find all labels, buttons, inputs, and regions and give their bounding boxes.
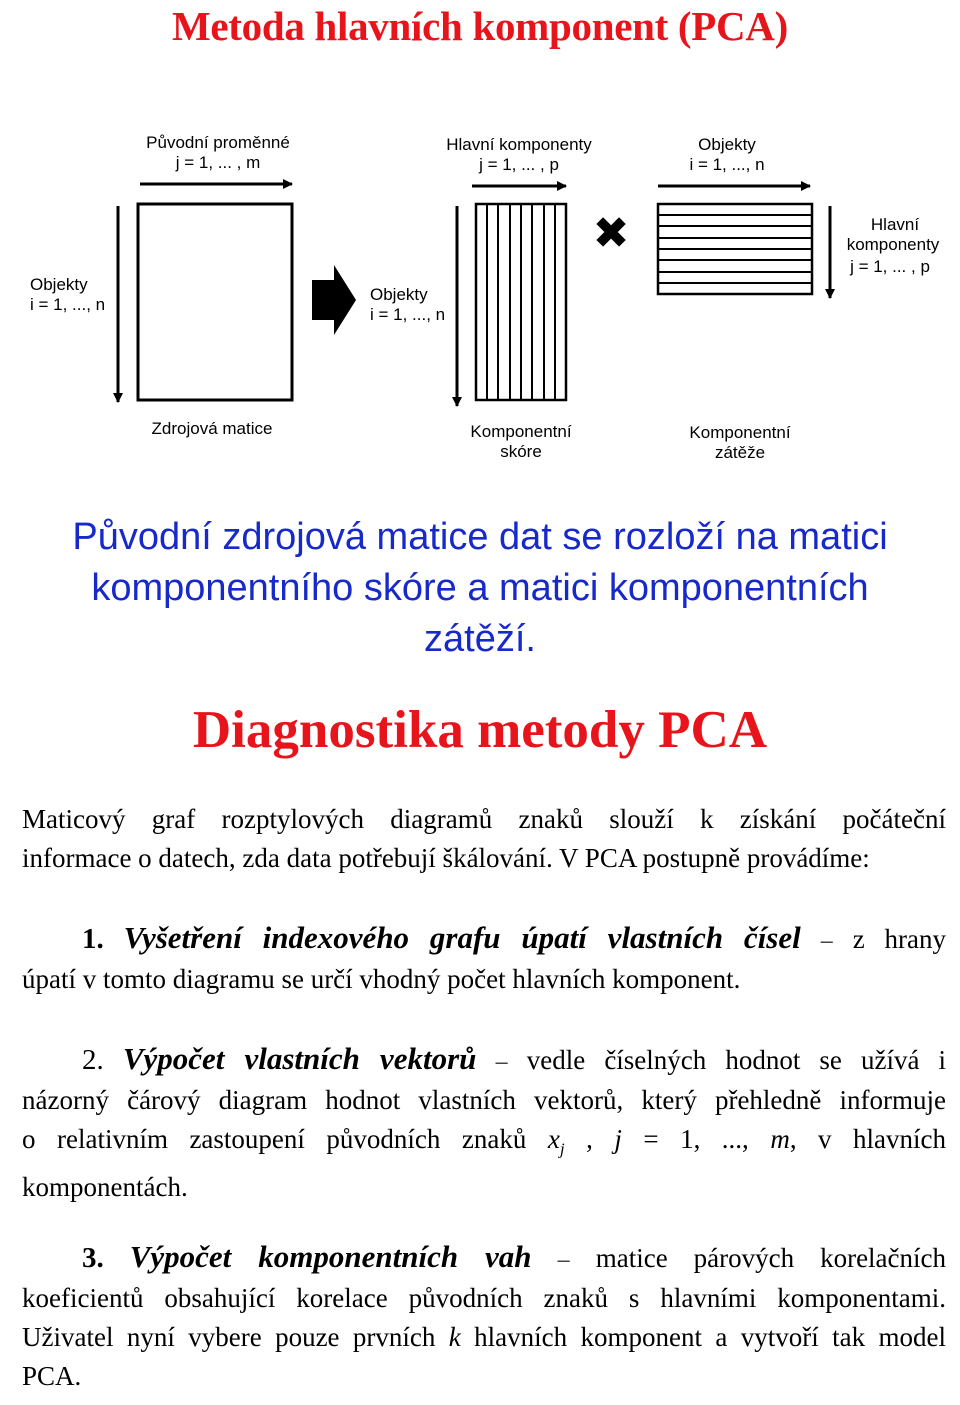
var-m: m: [770, 1124, 790, 1154]
var-x-subscript: j: [559, 1139, 565, 1159]
page-title: Metoda hlavních komponent (PCA): [172, 3, 788, 49]
summary-text: [0, 512, 960, 665]
step-1-text-2: úpatí v tomto diagramu se určí vhodný počet hlavních komponent.: [22, 964, 741, 994]
intro-line-2: informace o datech, zda data potřebují škálování. V PCA postupně provádíme:: [22, 843, 870, 873]
step-2-dash: –: [495, 1049, 508, 1074]
objects3-index: i = 1, ..., n: [689, 155, 765, 174]
pc-label: Hlavní komponenty: [446, 135, 592, 154]
loadings-matrix-rows: [658, 215, 812, 283]
pc2-index: j = 1, ... , p: [850, 257, 930, 276]
step-3-line-1: [22, 1237, 946, 1279]
pc2-label-2: komponenty: [846, 235, 940, 254]
transform-arrow-icon: [312, 265, 356, 335]
source-matrix: [138, 204, 292, 400]
objects-label: Objekty: [30, 275, 88, 294]
var-j: j: [614, 1124, 622, 1154]
step-1-text-1: z hrany: [852, 924, 946, 954]
step-3-line-3: [22, 1318, 946, 1357]
step-2-text-3c: = 1, ...,: [643, 1124, 749, 1154]
objects-index: i = 1, ..., n: [30, 295, 106, 314]
step-1-dash: –: [820, 928, 833, 953]
scores-matrix-columns: [487, 204, 555, 400]
step-2-line-3: [22, 1120, 946, 1168]
loadings-label-2: zátěže: [714, 443, 766, 462]
objects2-index: i = 1, ..., n: [370, 305, 446, 324]
orig-vars-label: Původní proměnné: [146, 133, 290, 152]
step-2-number: 2.: [82, 1044, 104, 1076]
step-3-text-4: PCA.: [22, 1361, 82, 1391]
source-matrix-label: Zdrojová matice: [151, 419, 273, 438]
step-3-text-2: koeficientů obsahující korelace původních znaků s hlavními komponentami.: [22, 1283, 946, 1313]
step-3-text-3a: Uživatel nyní vybere pouze prvních: [22, 1322, 436, 1352]
var-x: x: [547, 1124, 560, 1154]
step-3-text-3b: hlavních komponent a vytvoří tak model: [474, 1322, 947, 1352]
summary-line-1: Původní zdrojová matice dat se rozloží na matici: [72, 516, 888, 558]
step-2-text-2: názorný čárový diagram hodnot vlastních vektorů, který přehledně informuje: [22, 1085, 946, 1115]
summary-line-2: komponentního skóre a matici komponentních: [91, 567, 869, 609]
step-3-dash: –: [557, 1247, 570, 1272]
loadings-label-1: Komponentní: [689, 423, 791, 442]
pc2-label-1: Hlavní: [870, 215, 920, 234]
step-2-text-3a: o relativním zastoupení původních znaků: [22, 1124, 527, 1154]
step-2-text-4: komponentách.: [22, 1172, 188, 1203]
scores-label-1: Komponentní: [470, 422, 572, 441]
step-1-line-1: [22, 918, 946, 960]
step-3-number: 3.: [82, 1242, 104, 1274]
step-1-number: 1.: [82, 923, 104, 955]
section-title: Diagnostika metody PCA: [192, 701, 768, 759]
step-2-text-3d: , v hlavních: [789, 1124, 947, 1154]
step-2-text-1: vedle číselných hodnot se užívá i: [526, 1045, 947, 1075]
objects3-label: Objekty: [698, 135, 756, 154]
orig-vars-index: j = 1, ... , m: [175, 153, 261, 172]
step-2-paragraph: [22, 1039, 946, 1207]
intro-line-1: Maticový graf rozptylových diagramů znaků slouží k získání počáteční: [22, 804, 946, 834]
step-3-paragraph: [22, 1237, 946, 1396]
step-2-title: Výpočet vlastních vektorů: [122, 1041, 477, 1076]
pc-index: j = 1, ... , p: [479, 155, 559, 174]
intro-paragraph: [22, 800, 946, 878]
scores-label-2: skóre: [500, 442, 542, 461]
objects2-label: Objekty: [370, 285, 428, 304]
pca-decomposition-diagram: [0, 120, 960, 470]
step-1-paragraph: [22, 918, 946, 999]
step-2-text-3b: ,: [586, 1124, 593, 1154]
step-3-title: Výpočet komponentních vah: [129, 1239, 532, 1274]
step-2-line-1: [22, 1039, 946, 1081]
var-k: k: [448, 1322, 461, 1352]
step-3-text-1: matice párových korelačních: [595, 1243, 947, 1273]
multiply-icon: ✖: [592, 208, 630, 259]
summary-line-3: zátěží.: [424, 618, 536, 660]
step-1-title: Vyšetření indexového grafu úpatí vlastních čísel: [123, 920, 801, 955]
